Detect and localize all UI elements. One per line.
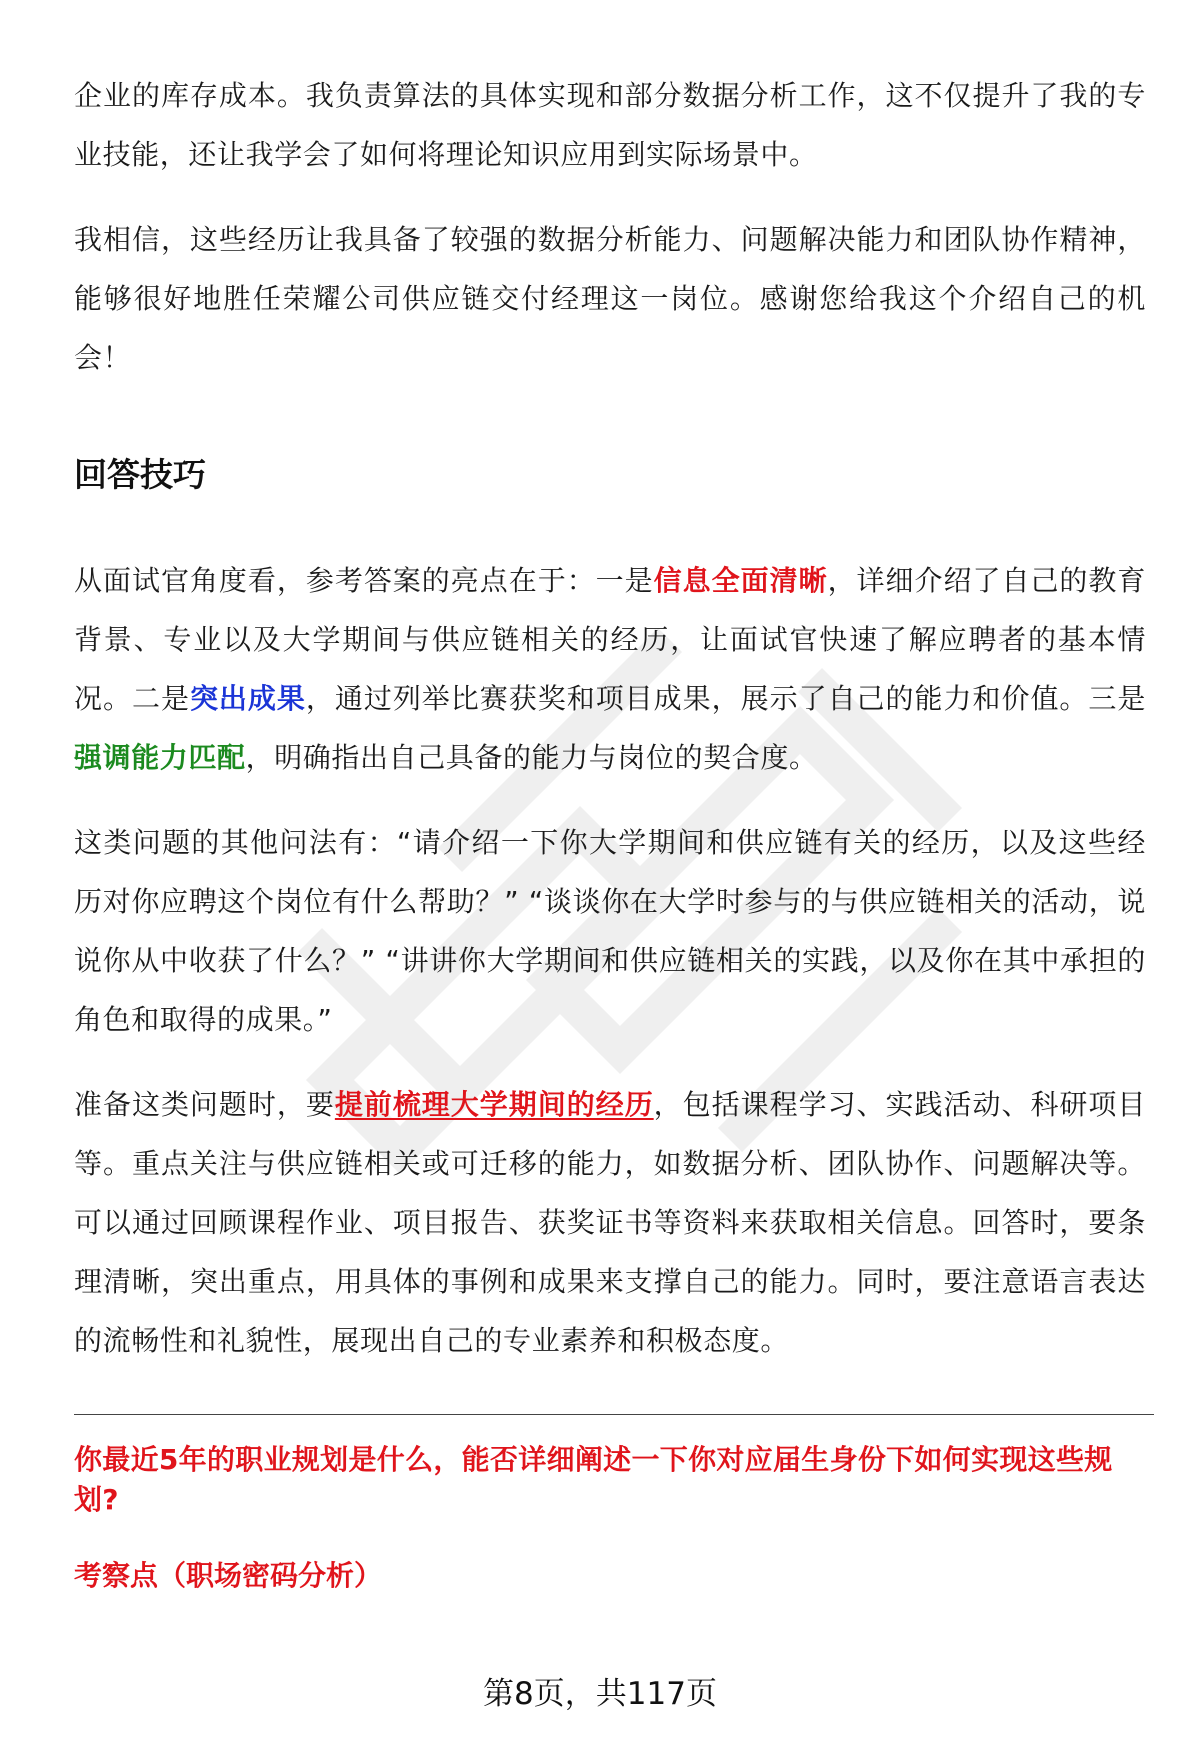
paragraph-alternative-questions: 这类问题的其他问法有：“请介绍一下你大学期间和供应链有关的经历，以及这些经历对你应聘这个岗位有什么帮助？” “谈谈你在大学时参与的与供应链相关的活动，说说你从中收获了什么？” “讲讲你大学期间和供应链相关的实践，以及你在其中承担的角色和取得的成果。” [74,826,1146,1036]
highlight-info-clear: 信息全面清晰 [653,564,828,597]
text-segment: ，详细介绍了自己的教育背景、专业以及大学期间与供应链相关的经历，让面试官快速了解应聘者的基本情况。二是 [74,564,1146,715]
next-question-title: 你最近5年的职业规划是什么，能否详细阐述一下你对应届生身份下如何实现这些规划? [74,1443,1113,1516]
text-segment: ，明确指出自己具备的能力与岗位的契合度。 [245,741,818,774]
text-segment: ，通过列举比赛获奖和项目成果，展示了自己的能力和价值。三是 [305,682,1146,715]
section-divider [74,1414,1154,1415]
paragraph-preparation [74,1075,1146,1370]
document-body [74,66,1146,1370]
text-segment: 从面试官角度看，参考答案的亮点在于：一是 [74,564,654,597]
next-question-subtitle: 考察点（职场密码分析） [74,1559,383,1592]
text-segment: 准备这类问题时，要 [74,1088,335,1121]
paragraph-closing: 我相信，这些经历让我具备了较强的数据分析能力、问题解决能力和团队协作精神，能够很好地胜任荣耀公司供应链交付经理这一岗位。感谢您给我这个介绍自己的机会！ [74,223,1146,374]
paragraph-highlights [74,551,1146,787]
paragraph-intro-cont: 企业的库存成本。我负责算法的具体实现和部分数据分析工作，这不仅提升了我的专业技能，还让我学会了如何将理论知识应用到实际场景中。 [74,79,1146,171]
section-heading: 回答技巧 [74,455,206,494]
text-segment: ，包括课程学习、实践活动、科研项目等。重点关注与供应链相关或可迁移的能力，如数据分析、团队协作、问题解决等。可以通过回顾课程作业、项目报告、获奖证书等资料来获取相关信息。回答时，要条理清晰，突出重点，用具体的事例和成果来支撑自己的能力。同时，要注意语言表达的流畅性和礼貌性，展现出自己的专业素养和积极态度。 [74,1088,1146,1357]
highlight-ability-match: 强调能力匹配 [74,741,246,774]
highlight-review-experience: 提前梳理大学期间的经历 [334,1088,654,1121]
page-footer: 第8页，共117页 [483,1676,717,1712]
highlight-results: 突出成果 [189,682,306,715]
